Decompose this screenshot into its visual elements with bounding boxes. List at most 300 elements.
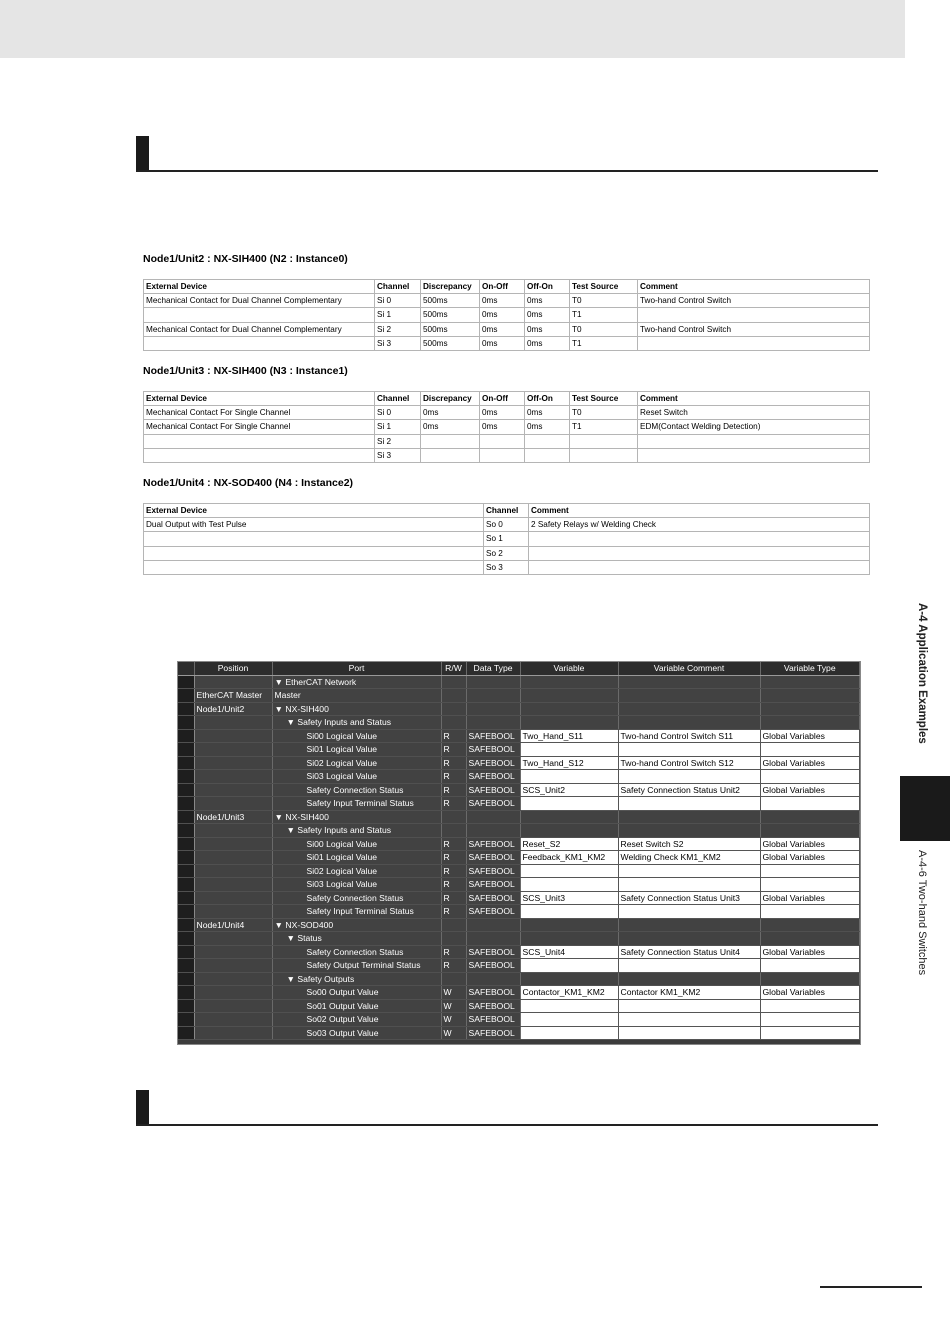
io-cell-cmt[interactable]: Safety Connection Status Unit2: [618, 783, 760, 797]
table-row: [144, 420, 870, 434]
io-cell-dt: [466, 972, 520, 986]
io-cell-vt[interactable]: Global Variables: [760, 851, 860, 865]
io-row: [178, 702, 860, 716]
io-cell-port: Si02 Logical Value: [272, 756, 441, 770]
table-cell: [570, 448, 638, 462]
io-cell-port: ▼ NX-SIH400: [272, 810, 441, 824]
io-cell-cmt[interactable]: [618, 797, 760, 811]
unit4-config-table: [143, 503, 870, 575]
io-cell-cmt[interactable]: [618, 905, 760, 919]
io-cell-dt: SAFEBOOL: [466, 878, 520, 892]
io-cell-pos: [194, 864, 272, 878]
io-cell-rw: R: [441, 945, 466, 959]
table-cell: [529, 560, 870, 574]
column-header: Test Source: [570, 392, 638, 406]
io-cell-vt[interactable]: [760, 1013, 860, 1027]
io-cell-vt[interactable]: [760, 878, 860, 892]
row-marker: [178, 756, 194, 770]
column-header: Channel: [484, 504, 529, 518]
row-marker: [178, 851, 194, 865]
table-cell: [421, 434, 480, 448]
io-cell-pos: [194, 932, 272, 946]
io-cell-rw: [441, 689, 466, 703]
row-marker: [178, 972, 194, 986]
io-cell-rw: [441, 824, 466, 838]
table-cell: Reset Switch: [638, 406, 870, 420]
io-cell-dt: SAFEBOOL: [466, 729, 520, 743]
io-cell-pos: [194, 743, 272, 757]
io-map-table: [178, 662, 860, 1040]
io-row: [178, 770, 860, 784]
io-cell-rw: R: [441, 837, 466, 851]
table-row: [144, 406, 870, 420]
io-cell-rw: R: [441, 959, 466, 973]
io-cell-port: ▼ NX-SIH400: [272, 702, 441, 716]
io-cell-dt: [466, 824, 520, 838]
io-cell-var[interactable]: [520, 999, 618, 1013]
row-marker: [178, 878, 194, 892]
row-marker: [178, 810, 194, 824]
column-header: External Device: [144, 280, 375, 294]
column-header: Comment: [638, 280, 870, 294]
table-cell: 0ms: [525, 322, 570, 336]
row-marker: [178, 837, 194, 851]
io-cell-port: Master: [272, 689, 441, 703]
io-cell-vt: [760, 932, 860, 946]
table-cell: So 3: [484, 560, 529, 574]
row-marker: [178, 905, 194, 919]
row-marker: [178, 770, 194, 784]
io-cell-var[interactable]: SCS_Unit2: [520, 783, 618, 797]
table-cell: [529, 532, 870, 546]
table-cell: Si 0: [375, 294, 421, 308]
io-cell-rw: [441, 702, 466, 716]
table-row: [144, 518, 870, 532]
io-cell-rw: W: [441, 1013, 466, 1027]
io-cell-cmt[interactable]: [618, 1013, 760, 1027]
table-cell: Mechanical Contact for Dual Channel Complementary: [144, 294, 375, 308]
io-cell-cmt[interactable]: [618, 878, 760, 892]
column-header: Off-On: [525, 280, 570, 294]
io-cell-vt[interactable]: [760, 743, 860, 757]
io-cell-port: ▼ Safety Inputs and Status: [272, 824, 441, 838]
io-cell-port: So03 Output Value: [272, 1026, 441, 1040]
table-cell: Mechanical Contact For Single Channel: [144, 420, 375, 434]
table-cell: [144, 448, 375, 462]
io-cell-rw: [441, 972, 466, 986]
table-cell: 0ms: [525, 308, 570, 322]
io-cell-vt: [760, 716, 860, 730]
io-row: [178, 878, 860, 892]
table-cell: Si 2: [375, 322, 421, 336]
row-marker: [178, 729, 194, 743]
io-row: [178, 837, 860, 851]
table-cell: Si 3: [375, 448, 421, 462]
table-cell: 0ms: [525, 406, 570, 420]
io-cell-dt: [466, 932, 520, 946]
io-cell-pos: Node1/Unit4: [194, 918, 272, 932]
io-row: [178, 864, 860, 878]
table-cell: EDM(Contact Welding Detection): [638, 420, 870, 434]
table-row: [144, 560, 870, 574]
io-cell-rw: R: [441, 756, 466, 770]
table-cell: 0ms: [480, 308, 525, 322]
column-header: Discrepancy: [421, 280, 480, 294]
io-cell-vt: [760, 918, 860, 932]
io-column-header: Port: [272, 662, 441, 675]
io-cell-cmt: [618, 810, 760, 824]
io-cell-vt[interactable]: Global Variables: [760, 756, 860, 770]
io-cell-port: Safety Connection Status: [272, 945, 441, 959]
io-cell-port: Si01 Logical Value: [272, 743, 441, 757]
side-section-label: A-4 Application Examples: [916, 603, 928, 744]
table-cell: T1: [570, 336, 638, 350]
io-cell-rw: R: [441, 770, 466, 784]
table-cell: [525, 448, 570, 462]
row-marker: [178, 959, 194, 973]
column-header: Comment: [638, 392, 870, 406]
io-column-header: Variable: [520, 662, 618, 675]
io-cell-dt: SAFEBOOL: [466, 905, 520, 919]
io-cell-var[interactable]: Contactor_KM1_KM2: [520, 986, 618, 1000]
unit3-title: Node1/Unit3 : NX-SIH400 (N3 : Instance1): [143, 365, 348, 377]
io-cell-vt[interactable]: Global Variables: [760, 837, 860, 851]
io-row: [178, 932, 860, 946]
io-cell-pos: [194, 851, 272, 865]
unit2-title: Node1/Unit2 : NX-SIH400 (N2 : Instance0): [143, 253, 348, 265]
io-cell-vt: [760, 689, 860, 703]
io-cell-var[interactable]: SCS_Unit4: [520, 945, 618, 959]
io-cell-dt: [466, 689, 520, 703]
table-cell: 500ms: [421, 294, 480, 308]
io-cell-pos: [194, 837, 272, 851]
table-cell: 500ms: [421, 308, 480, 322]
io-cell-rw: R: [441, 864, 466, 878]
io-cell-rw: W: [441, 999, 466, 1013]
io-cell-rw: [441, 810, 466, 824]
table-row: [144, 308, 870, 322]
io-cell-port: ▼ Safety Inputs and Status: [272, 716, 441, 730]
io-cell-vt: [760, 702, 860, 716]
row-marker: [178, 743, 194, 757]
table-cell: [529, 546, 870, 560]
io-cell-var[interactable]: [520, 743, 618, 757]
io-row: [178, 918, 860, 932]
row-marker-header: [178, 662, 194, 675]
io-cell-port: Safety Connection Status: [272, 891, 441, 905]
io-cell-pos: [194, 945, 272, 959]
io-cell-vt[interactable]: Global Variables: [760, 891, 860, 905]
io-row: [178, 999, 860, 1013]
column-header: Discrepancy: [421, 392, 480, 406]
io-row: [178, 824, 860, 838]
io-cell-dt: SAFEBOOL: [466, 1013, 520, 1027]
io-cell-vt[interactable]: [760, 959, 860, 973]
io-cell-rw: [441, 675, 466, 689]
io-cell-var[interactable]: Reset_S2: [520, 837, 618, 851]
io-cell-pos: [194, 1026, 272, 1040]
io-cell-var[interactable]: [520, 959, 618, 973]
table-cell: Si 1: [375, 308, 421, 322]
io-cell-vt[interactable]: [760, 770, 860, 784]
section-heading-bar-2: [136, 1090, 878, 1126]
table-header-row: [144, 280, 870, 294]
io-cell-dt: SAFEBOOL: [466, 959, 520, 973]
row-marker: [178, 1026, 194, 1040]
io-cell-cmt: [618, 702, 760, 716]
io-cell-vt[interactable]: [760, 905, 860, 919]
io-cell-pos: [194, 878, 272, 892]
io-cell-dt: SAFEBOOL: [466, 756, 520, 770]
io-cell-rw: W: [441, 1026, 466, 1040]
io-cell-cmt[interactable]: Safety Connection Status Unit4: [618, 945, 760, 959]
io-cell-var: [520, 689, 618, 703]
io-cell-port: Safety Output Terminal Status: [272, 959, 441, 973]
column-header: External Device: [144, 504, 484, 518]
table-cell: Dual Output with Test Pulse: [144, 518, 484, 532]
table-cell: T0: [570, 322, 638, 336]
io-cell-dt: SAFEBOOL: [466, 891, 520, 905]
column-header: On-Off: [480, 280, 525, 294]
table-row: [144, 336, 870, 350]
io-row: [178, 1013, 860, 1027]
io-cell-port: Si02 Logical Value: [272, 864, 441, 878]
io-cell-port: Si03 Logical Value: [272, 878, 441, 892]
io-cell-vt[interactable]: [760, 864, 860, 878]
io-cell-vt: [760, 972, 860, 986]
io-cell-vt[interactable]: Global Variables: [760, 729, 860, 743]
io-row: [178, 716, 860, 730]
table-cell: T1: [570, 308, 638, 322]
io-row: [178, 743, 860, 757]
io-cell-cmt: [618, 689, 760, 703]
io-cell-port: So01 Output Value: [272, 999, 441, 1013]
io-cell-cmt: [618, 932, 760, 946]
table-cell: [570, 434, 638, 448]
table-cell: 0ms: [480, 294, 525, 308]
io-column-header: Variable Comment: [618, 662, 760, 675]
io-cell-rw: R: [441, 905, 466, 919]
section-marker: [136, 136, 149, 170]
io-cell-pos: EtherCAT Master: [194, 689, 272, 703]
section-heading-bar-1: [136, 136, 878, 172]
io-cell-pos: [194, 905, 272, 919]
io-cell-pos: Node1/Unit3: [194, 810, 272, 824]
io-row: [178, 689, 860, 703]
row-marker: [178, 891, 194, 905]
io-row: [178, 891, 860, 905]
side-subsection-tab: [916, 850, 936, 1000]
table-cell: [480, 448, 525, 462]
io-cell-pos: Node1/Unit2: [194, 702, 272, 716]
io-map-screenshot: [177, 661, 861, 1045]
column-header: Channel: [375, 392, 421, 406]
table-cell: 0ms: [480, 406, 525, 420]
io-cell-cmt[interactable]: [618, 1026, 760, 1040]
row-marker: [178, 986, 194, 1000]
io-cell-cmt[interactable]: Two-hand Control Switch S11: [618, 729, 760, 743]
io-cell-pos: [194, 716, 272, 730]
io-cell-dt: [466, 810, 520, 824]
side-subsection-label: A-4-6 Two-hand Switches: [916, 850, 928, 976]
io-cell-cmt[interactable]: [618, 864, 760, 878]
row-marker: [178, 702, 194, 716]
io-column-header: Position: [194, 662, 272, 675]
table-row: [144, 546, 870, 560]
io-cell-cmt[interactable]: [618, 770, 760, 784]
row-marker: [178, 783, 194, 797]
table-cell: Si 0: [375, 406, 421, 420]
io-cell-rw: [441, 932, 466, 946]
io-cell-pos: [194, 797, 272, 811]
table-cell: 0ms: [421, 406, 480, 420]
io-cell-vt: [760, 675, 860, 689]
row-marker: [178, 999, 194, 1013]
unit3-config-table: [143, 391, 870, 463]
column-header: Test Source: [570, 280, 638, 294]
io-cell-port: Safety Input Terminal Status: [272, 905, 441, 919]
io-cell-var[interactable]: [520, 797, 618, 811]
io-cell-port: Si00 Logical Value: [272, 729, 441, 743]
io-cell-port: ▼ EtherCAT Network: [272, 675, 441, 689]
table-cell: T0: [570, 406, 638, 420]
io-cell-var[interactable]: [520, 905, 618, 919]
table-cell: [144, 532, 484, 546]
unit4-title: Node1/Unit4 : NX-SOD400 (N4 : Instance2): [143, 477, 354, 489]
io-cell-cmt: [618, 824, 760, 838]
io-cell-port: Si00 Logical Value: [272, 837, 441, 851]
io-cell-dt: SAFEBOOL: [466, 1026, 520, 1040]
io-cell-cmt[interactable]: Reset Switch S2: [618, 837, 760, 851]
table-cell: [144, 308, 375, 322]
io-row: [178, 972, 860, 986]
io-cell-dt: [466, 675, 520, 689]
io-cell-cmt[interactable]: Welding Check KM1_KM2: [618, 851, 760, 865]
io-cell-port: Si03 Logical Value: [272, 770, 441, 784]
table-cell: 500ms: [421, 336, 480, 350]
table-header-row: [144, 392, 870, 406]
side-tab-marker: [900, 776, 950, 841]
io-cell-pos: [194, 972, 272, 986]
table-cell: [638, 336, 870, 350]
table-cell: [144, 560, 484, 574]
io-cell-vt[interactable]: [760, 999, 860, 1013]
column-header: Comment: [529, 504, 870, 518]
io-cell-rw: R: [441, 891, 466, 905]
table-header-row: [144, 504, 870, 518]
io-cell-var[interactable]: Feedback_KM1_KM2: [520, 851, 618, 865]
table-cell: 0ms: [525, 420, 570, 434]
io-cell-dt: SAFEBOOL: [466, 851, 520, 865]
io-cell-pos: [194, 891, 272, 905]
section-marker: [136, 1090, 149, 1124]
io-cell-pos: [194, 756, 272, 770]
row-marker: [178, 864, 194, 878]
io-cell-rw: R: [441, 851, 466, 865]
io-cell-var[interactable]: [520, 770, 618, 784]
table-cell: 0ms: [525, 294, 570, 308]
io-column-header: Data Type: [466, 662, 520, 675]
io-cell-var: [520, 918, 618, 932]
io-cell-rw: [441, 918, 466, 932]
page-header-band: [0, 0, 905, 58]
io-cell-pos: [194, 986, 272, 1000]
io-cell-vt: [760, 824, 860, 838]
io-cell-vt[interactable]: Global Variables: [760, 986, 860, 1000]
table-cell: T1: [570, 420, 638, 434]
io-row: [178, 945, 860, 959]
io-cell-port: ▼ NX-SOD400: [272, 918, 441, 932]
table-cell: Mechanical Contact For Single Channel: [144, 406, 375, 420]
io-cell-cmt[interactable]: Contactor KM1_KM2: [618, 986, 760, 1000]
io-cell-cmt[interactable]: Two-hand Control Switch S12: [618, 756, 760, 770]
io-cell-var: [520, 702, 618, 716]
io-cell-port: So00 Output Value: [272, 986, 441, 1000]
table-cell: 0ms: [525, 336, 570, 350]
io-cell-var[interactable]: Two_Hand_S12: [520, 756, 618, 770]
table-cell: 2 Safety Relays w/ Welding Check: [529, 518, 870, 532]
table-row: [144, 294, 870, 308]
row-marker: [178, 675, 194, 689]
table-cell: So 2: [484, 546, 529, 560]
table-row: [144, 448, 870, 462]
io-cell-cmt[interactable]: [618, 959, 760, 973]
io-cell-dt: SAFEBOOL: [466, 945, 520, 959]
io-cell-port: So02 Output Value: [272, 1013, 441, 1027]
table-cell: [144, 336, 375, 350]
io-cell-var[interactable]: [520, 878, 618, 892]
io-cell-rw: W: [441, 986, 466, 1000]
table-cell: 0ms: [421, 420, 480, 434]
io-cell-vt: [760, 810, 860, 824]
row-marker: [178, 716, 194, 730]
io-cell-port: Safety Input Terminal Status: [272, 797, 441, 811]
io-cell-var[interactable]: [520, 1026, 618, 1040]
io-cell-vt[interactable]: [760, 1026, 860, 1040]
io-row: [178, 675, 860, 689]
table-cell: [638, 448, 870, 462]
io-row: [178, 1026, 860, 1040]
io-cell-cmt[interactable]: Safety Connection Status Unit3: [618, 891, 760, 905]
table-cell: [525, 434, 570, 448]
io-cell-rw: R: [441, 797, 466, 811]
io-cell-dt: SAFEBOOL: [466, 783, 520, 797]
io-row: [178, 810, 860, 824]
io-cell-cmt[interactable]: [618, 743, 760, 757]
table-cell: 0ms: [480, 420, 525, 434]
table-cell: [480, 434, 525, 448]
io-cell-vt[interactable]: Global Variables: [760, 945, 860, 959]
io-row: [178, 797, 860, 811]
io-cell-var[interactable]: [520, 864, 618, 878]
io-cell-rw: R: [441, 729, 466, 743]
io-cell-var[interactable]: [520, 1013, 618, 1027]
io-cell-var[interactable]: SCS_Unit3: [520, 891, 618, 905]
io-cell-cmt[interactable]: [618, 999, 760, 1013]
footer-rule: [820, 1286, 922, 1288]
io-cell-pos: [194, 675, 272, 689]
io-header-row: [178, 662, 860, 675]
io-cell-vt[interactable]: Global Variables: [760, 783, 860, 797]
io-cell-rw: R: [441, 743, 466, 757]
io-cell-var[interactable]: Two_Hand_S11: [520, 729, 618, 743]
io-row: [178, 783, 860, 797]
column-header: Off-On: [525, 392, 570, 406]
io-cell-port: ▼ Status: [272, 932, 441, 946]
io-row: [178, 959, 860, 973]
table-cell: Si 1: [375, 420, 421, 434]
io-cell-vt[interactable]: [760, 797, 860, 811]
